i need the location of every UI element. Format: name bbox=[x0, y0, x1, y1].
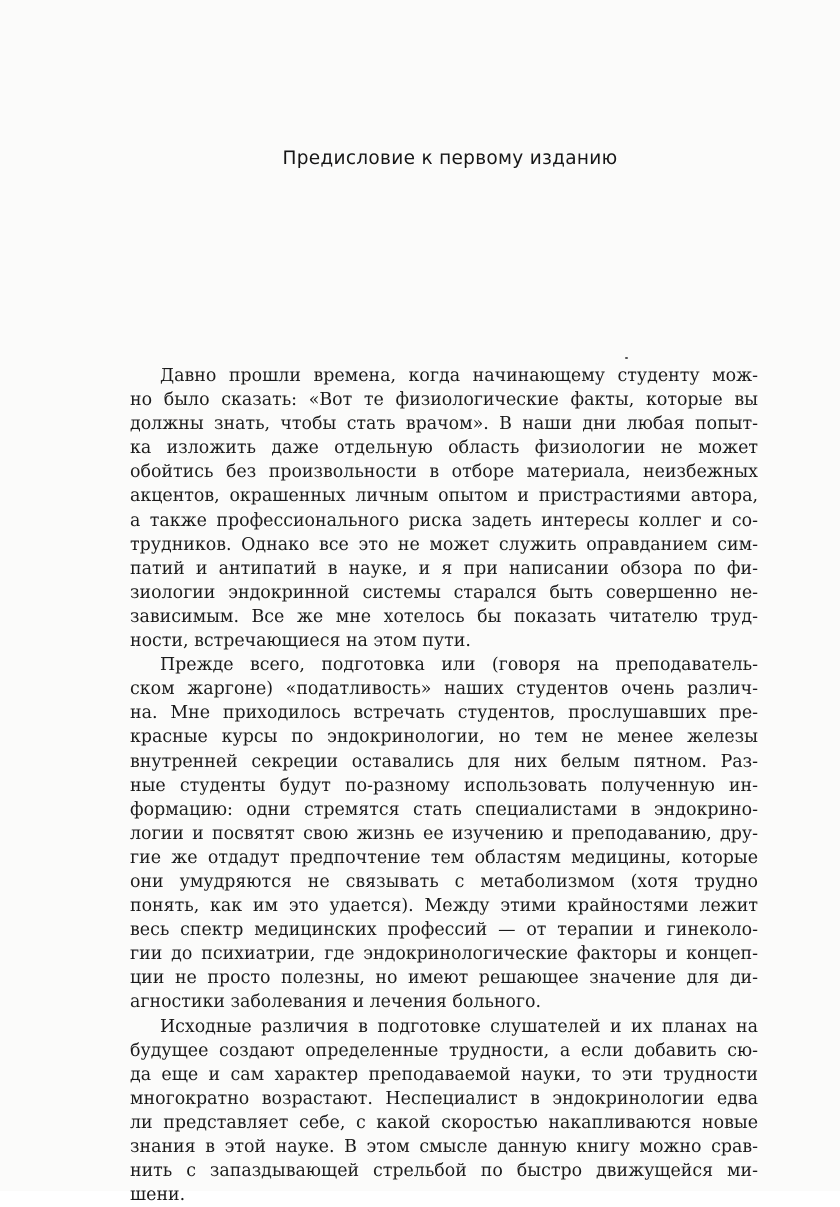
paragraph bbox=[130, 653, 758, 1014]
body-text bbox=[130, 364, 758, 1207]
text-line: ка изложить даже отдельную область физиологии не может bbox=[130, 438, 758, 459]
text-line: они умудряются не связывать с метаболизмом (хотя трудно bbox=[130, 871, 758, 892]
text-line: обойтись без произвольности в отборе материала, неизбежных bbox=[130, 462, 758, 483]
text-line: ли представляет себе, с какой скоростью накапливаются новые bbox=[130, 1112, 758, 1133]
text-line: многократно возрастают. Неспециалист в эндокринологии едва bbox=[130, 1088, 758, 1109]
text-line: но было сказать: «Вот те физиологические факты, которые вы bbox=[130, 390, 758, 411]
text-line: понять, как им это удается). Между этими крайностями лежит bbox=[130, 896, 758, 917]
text-line: должны знать, чтобы стать врачом». В наши дни любая попыт- bbox=[130, 414, 758, 435]
text-line: ции не просто полезны, но имеют решающее значение для ди- bbox=[130, 968, 758, 989]
text-line: Исходные различия в подготовке слушателей и их планах на bbox=[160, 1016, 758, 1037]
text-line: ности, встречающиеся на этом пути. bbox=[130, 631, 471, 652]
print-speck bbox=[625, 357, 628, 359]
text-line: акцентов, окрашенных личным опытом и пристрастиями автора, bbox=[130, 486, 758, 507]
text-line: внутренней секреции оставались для них белым пятном. Раз- bbox=[130, 751, 758, 772]
text-line: логии и посвятят свою жизнь ее изучению и преподаванию, дру- bbox=[130, 823, 758, 844]
text-line: формацию: одни стремятся стать специалистами в эндокрино- bbox=[130, 799, 758, 820]
paragraph bbox=[130, 364, 758, 653]
text-line: зиологии эндокринной системы старался быть совершенно не- bbox=[130, 582, 758, 603]
text-line: патий и антипатий в науке, и я при написании обзора по фи- bbox=[130, 558, 758, 579]
text-line: ные студенты будут по-разному использовать полученную ин- bbox=[130, 775, 758, 796]
paragraph bbox=[130, 1015, 758, 1207]
text-line: агностики заболевания и лечения больного. bbox=[130, 992, 542, 1013]
text-line: весь спектр медицинских профессий — от терапии и гинеколо- bbox=[130, 920, 758, 941]
text-line: гии до психиатрии, где эндокринологические факторы и концеп- bbox=[130, 944, 758, 965]
text-line: зависимым. Все же мне хотелось бы показать читателю труд- bbox=[130, 606, 758, 627]
text-line: Прежде всего, подготовка или (говоря на преподаватель- bbox=[160, 655, 758, 676]
text-line: красные курсы по эндокринологии, но тем не менее железы bbox=[130, 727, 758, 748]
text-line: на. Мне приходилось встречать студентов, прослушавших пре- bbox=[130, 703, 758, 724]
text-line: гие же отдадут предпочтение тем областям медицины, которые bbox=[130, 847, 758, 868]
text-line: будущее создают определенные трудности, а если добавить сю- bbox=[130, 1040, 758, 1061]
text-line: нить с запаздывающей стрельбой по быстро движущейся ми- bbox=[130, 1161, 758, 1182]
text-line: шени. bbox=[130, 1185, 186, 1206]
text-line: трудников. Однако все это не может служить оправданием сим- bbox=[130, 534, 758, 555]
text-line: а также профессионального риска задеть интересы коллег и со- bbox=[130, 510, 758, 531]
text-line: да еще и сам характер преподаваемой науки, то эти трудности bbox=[130, 1064, 758, 1085]
page-title: Предисловие к первому изданию bbox=[282, 148, 618, 169]
text-line: ском жаргоне) «податливость» наших студентов очень различ- bbox=[130, 679, 758, 700]
text-line: Давно прошли времена, когда начинающему студенту мож- bbox=[160, 366, 758, 386]
text-line: знания в этой науке. В этом смысле данную книгу можно срав- bbox=[130, 1137, 758, 1157]
